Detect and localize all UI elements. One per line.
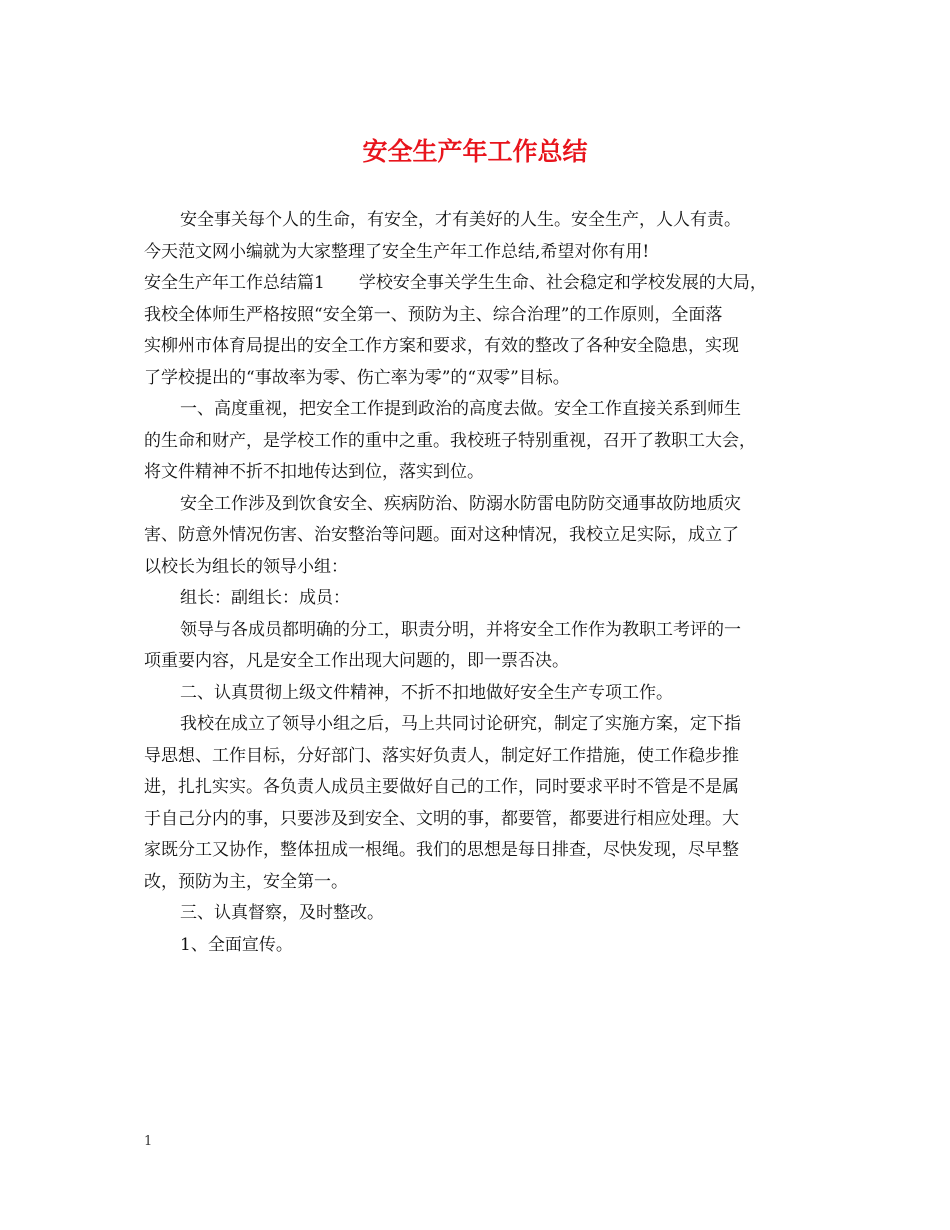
text-line: 以校长为组长的领导小组：	[144, 556, 348, 577]
text-line: 安全工作涉及到饮食安全、疾病防治、防溺水防雷电防防交通事故防地质灾	[180, 493, 741, 514]
text-line: 于自己分内的事，只要涉及到安全、文明的事，都要管，都要进行相应处理。大	[144, 808, 739, 829]
section-heading-3: 三、认真督察，及时整改。	[180, 903, 384, 923]
document-body	[144, 205, 814, 961]
text-line: 将文件精神不折不扣地传达到位，落实到位。	[144, 462, 484, 482]
text-line: 进，扎扎实实。各负责人成员主要做好自己的工作，同时要求平时不管是不是属	[144, 777, 739, 797]
text-line: 导思想、工作目标，分好部门、落实好负责人，制定好工作措施，使工作稳步推	[144, 745, 739, 766]
text-line: 实柳州市体育局提出的安全工作方案和要求，有效的整改了各种安全隐患，实现	[144, 336, 739, 356]
text-line: 安全生产年工作总结篇1 学校安全事关学生生命、社会稳定和学校发展的大局，	[144, 273, 767, 293]
sub-heading-1: 1、全面宣传。	[180, 934, 293, 955]
text-line: 了学校提出的“事故率为零、伤亡率为零”的“双零”目标。	[144, 367, 570, 388]
text-line: 的生命和财产，是学校工作的重中之重。我校班子特别重视，召开了教职工大会，	[144, 430, 756, 451]
text-line: 安全事关每个人的生命，有安全，才有美好的人生。安全生产，人人有责。	[180, 210, 741, 230]
text-line: 我校全体师生严格按照“安全第一、预防为主、综合治理”的工作原则，全面落	[144, 304, 723, 325]
text-line: 家既分工又协作，整体扭成一根绳。我们的思想是每日排查，尽快发现，尽早整	[144, 840, 739, 860]
text-line: 项重要内容，凡是安全工作出现大问题的，即一票否决。	[144, 651, 569, 671]
text-line: 组长：副组长：成员：	[180, 588, 350, 608]
section-heading-1: 一、高度重视，把安全工作提到政治的高度去做。安全工作直接关系到师生	[180, 399, 741, 419]
text-line: 领导与各成员都明确的分工，职责分明，并将安全工作作为教职工考评的一	[180, 619, 741, 640]
section-heading-2: 二、认真贯彻上级文件精神，不折不扣地做好安全生产专项工作。	[180, 682, 673, 703]
page-number: 1	[144, 1134, 153, 1149]
text-line: 改，预防为主，安全第一。	[144, 871, 348, 892]
page-title: 安全生产年工作总结	[362, 137, 588, 166]
text-line: 今天范文网小编就为大家整理了安全生产年工作总结,希望对你有用!	[144, 241, 650, 262]
text-line: 害、防意外情况伤害、治安整治等问题。面对这种情况，我校立足实际，成立了	[144, 525, 739, 545]
text-line: 我校在成立了领导小组之后，马上共同讨论研究，制定了实施方案，定下指	[180, 714, 741, 734]
